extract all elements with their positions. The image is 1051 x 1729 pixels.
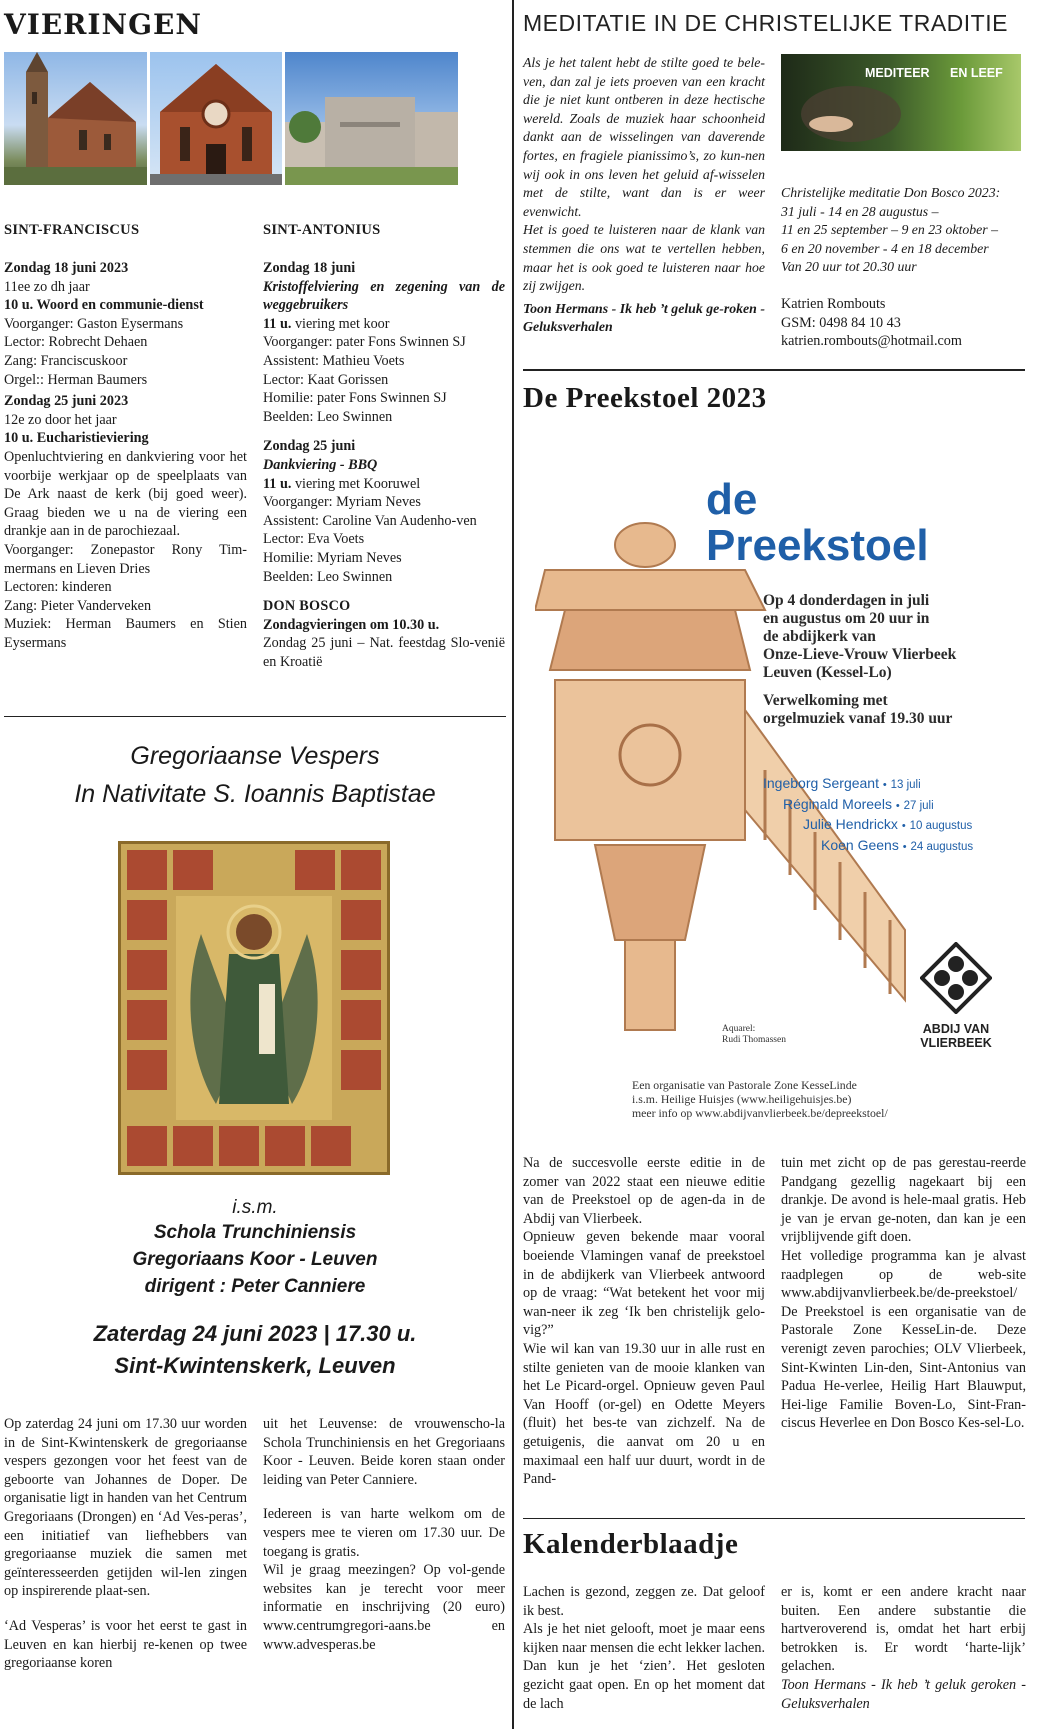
donbosco-sub: Zondagvieringen om 10.30 u. <box>263 616 440 633</box>
franciscus-day2-text: Openluchtviering en dankviering voor het voorbije werkjaar op de speelplaats van De Ark naast de kerk (bij goed weer). Graag bieden we u na de viering een drankje aan in de parochiezaal. <box>4 448 247 540</box>
icon-painting-john-baptist <box>118 841 390 1175</box>
antonius-day2-line: Lector: Eva Voets <box>263 531 365 548</box>
franciscus-day1-line: Zang: Franciscuskoor <box>4 352 128 369</box>
divider <box>4 716 506 717</box>
meditation-photo <box>781 54 1021 151</box>
antonius-day1-line: Lector: Kaat Gorissen <box>263 371 389 388</box>
poster-info-line: Leuven (Kessel-Lo) <box>763 664 892 681</box>
preekstoel-col-2 <box>781 1154 1026 1433</box>
antonius-day2-service: Dankviering - BBQ <box>263 456 378 473</box>
meditatie-date-line: Christelijke meditatie Don Bosco 2023: <box>781 185 1001 200</box>
vespers-paragraph: Iedereen is van harte welkom om de vespers mee te vieren om 17.30 uur. De toegang is gratis. <box>263 1506 505 1560</box>
contact-email[interactable]: katrien.rombouts@hotmail.com <box>781 333 962 350</box>
antonius-day2-line: Voorganger: Myriam Neves <box>263 494 421 511</box>
antonius-schedule <box>263 259 505 671</box>
performer-name: Ingeborg Sergeant <box>763 775 879 791</box>
franciscus-day1-line: Lector: Robrecht Dehaen <box>4 334 148 351</box>
performer-date: 10 augustus <box>909 820 973 832</box>
franciscus-day2-line: Muziek: Herman Baumers en Stien Eysermans <box>4 616 247 651</box>
vespers-paragraph: uit het Leuvense: de vrouwenscho-la Schola Trunchiniensis en het Gregoriaans Koor - Leuven. Beide koren staan onder leiding van Peter Canniere. <box>263 1416 505 1488</box>
kalender-paragraph: er is, komt er een andere kracht naar buiten. Een andere substantie die hartveroverend is, omdat het hart erbij betrokken is. Er wordt ‘harte-lijk’ gelachen. <box>781 1584 1026 1675</box>
meditatie-date-line: 31 juli - 14 en 28 augustus – <box>781 203 939 219</box>
franciscus-day1-line: Voorganger: Gaston Eysermans <box>4 315 184 332</box>
vespers-title-1: Gregoriaanse Vespers <box>130 742 380 770</box>
meditatie-date-line: 6 en 20 november - 4 en 18 december <box>781 240 989 256</box>
franciscus-day1-service: 10 u. Woord en communie-dienst <box>4 297 204 314</box>
antonius-day1: Zondag 18 juni <box>263 260 356 276</box>
vespers-choir-1: Schola Trunchiniensis <box>153 1222 357 1243</box>
preekstoel-paragraph: Het volledige programma kan je alvast raadplegen op de web-site www.abdijvanvlierbeek.be/de-preekstoel/ <box>781 1247 1026 1302</box>
franciscus-day2: Zondag 25 juni 2023 <box>4 393 129 410</box>
vespers-paragraph: ‘Ad Vesperas’ is voor het eerst te gast in Leuven en kan hierbij re-kenen op twee gregoriaanse koren <box>4 1617 247 1672</box>
franciscus-day2-service: 10 u. Eucharistieviering <box>4 430 149 447</box>
vespers-title-2: In Nativitate S. Ioannis Baptistae <box>74 780 436 808</box>
poster-welcome-line: orgelmuziek vanaf 19.30 uur <box>763 710 953 727</box>
performer-date: 24 augustus <box>910 840 974 853</box>
kalender-paragraph: Lachen is gezond, zeggen ze. Dat geloof ik best. <box>523 1584 765 1619</box>
franciscus-day1-sub: 11ee zo dh jaar <box>4 278 90 295</box>
preekstoel-paragraph: De Preekstoel is een organisatie van de Pastorale Zone KesseLin-de. Deze verenigt zeven parochies; OLV Vlierbeek, Sint-Kwinten Lin-den, Sint-Antonius van Padua He-verlee, Heilig Hart Blauwput, Hei-lige Familie Boven-Lo, Sint-Fran-ciscus Heverlee en Don Bosco Kes-sel-Lo. <box>781 1303 1026 1432</box>
aquarel-line: Aquarel: <box>722 1024 756 1034</box>
poster-info-line: en augustus om 20 uur in <box>763 610 930 627</box>
contact-phone: GSM: 0498 84 10 43 <box>781 314 901 331</box>
antonius-day2-timetext: viering met Kooruwel <box>291 475 421 492</box>
kalender-col-1 <box>523 1583 765 1713</box>
antonius-day1-line: Assistent: Mathieu Voets <box>263 352 405 369</box>
donbosco-text: Zondag 25 juni – Nat. feestdag Slo-venië en Kroatië <box>263 635 505 670</box>
preekstoel-paragraph: Na de succesvolle eerste editie in de zomer van 2022 staat een nieuwe editie van de Preekstoel op de agen-da in de Abdij van Vlierbeek. <box>523 1155 765 1227</box>
performer-item: Julie Hendrickx • 10 augustus <box>803 816 973 832</box>
antonius-day2-time: 11 u. <box>263 475 292 492</box>
vespers-date: Zaterdag 24 juni 2023 | 17.30 u. <box>93 1321 417 1346</box>
poster-title-de: de <box>706 475 758 524</box>
poster-welcome-line: Verwelkoming met <box>763 692 888 709</box>
preekstoel-paragraph: tuin met zicht op de pas gerestau-reerde Pandgang gezellig nagekaart bij een drankje. De avond is hele-maal gratis. Heb je van je ervan ge-noten, dan kan je een vrijblijvende gift doen. <box>781 1155 1026 1246</box>
meditatie-author: Toon Hermans - Ik heb ’t geluk ge-roken - Geluksverhalen <box>523 300 765 335</box>
poster-info-line: Onze-Lieve-Vrouw Vlierbeek <box>763 646 957 663</box>
vieringen-title: VIERINGEN <box>4 8 202 41</box>
divider <box>523 1518 1025 1519</box>
antonius-day2-line: Assistent: Caroline Van Audenho-ven <box>263 512 477 529</box>
meditatie-title: MEDITATIE IN DE CHRISTELIJKE TRADITIE <box>523 10 1008 36</box>
vespers-place: Sint-Kwintenskerk, Leuven <box>114 1353 396 1378</box>
meditatie-contact <box>781 295 1026 351</box>
preekstoel-paragraph: Opnieuw geven bekende maar vooral boeiende Vlamingen vanaf de preekstoel in de abdijkerk van Vlierbeek antwoord op de vraag: “Wat betekent het voor mij wan-neer ik zeg ‘Ik ben christelijk gelo-vig?” <box>523 1229 765 1339</box>
antonius-day1-service: Kristoffelviering en zegening van de weggebruikers <box>263 278 505 314</box>
meditatie-paragraph: Als je het talent hebt de stilte goed te bele-ven, dan zal je iets proeven van een kracht die je niet kunt ontberen in deze hectische wereld. Zoals de muziek haar schoonheid dankt aan de wisselingen van daverende fortes, en fragiele pianissimo’s, zo kun-nen wij ook in ons leven het geluid af-wisselen met de stilte, want dan is er weer evenwicht. <box>523 55 765 219</box>
vespers-dirigent: dirigent : Peter Canniere <box>144 1276 366 1297</box>
kalender-author: Toon Hermans - Ik heb ’t geluk geroken - Geluksverhalen <box>781 1676 1026 1712</box>
contact-name: Katrien Rombouts <box>781 296 886 312</box>
preekstoel-title: De Preekstoel 2023 <box>523 382 767 414</box>
vespers-choir-2: Gregoriaans Koor - Leuven <box>132 1249 378 1270</box>
vespers-paragraph: Op zaterdag 24 juni om 17.30 uur worden in de Sint-Kwintenskerk de gregoriaanse vespers gezongen voor het feest van de geboorte van Johannes de Doper. De organisatie ligt in handen van het Centrum Gregoriaans (Drongen) en ‘Ad Ves-peras’, een initiatief van liefhebbers van gregoriaanse muziek die samen met geïnteresseerden getijden wil-len zingen op inspirerende plaat-sen. <box>4 1416 247 1600</box>
org-line[interactable]: meer info op www.abdijvanvlierbeek.be/depreekstoel/ <box>632 1106 888 1120</box>
antonius-day2-line: Homilie: Myriam Neves <box>263 549 402 566</box>
antonius-day1-time: 11 u. <box>263 315 292 332</box>
performer-item: Ingeborg Sergeant • 13 juli <box>763 775 921 791</box>
meditatie-date-line: 11 en 25 september – 9 en 23 oktober – <box>781 222 998 238</box>
church-photo-donbosco <box>285 52 458 185</box>
vespers-ism: i.s.m. <box>232 1197 278 1218</box>
abdij-logo-line: ABDIJ VAN <box>922 1022 990 1036</box>
franciscus-day2-line: Lectoren: kinderen <box>4 579 112 596</box>
franciscus-day1: Zondag 18 juni 2023 <box>4 260 129 276</box>
aquarel-credit <box>722 1024 786 1046</box>
meditatie-date-line: Van 20 uur tot 20.30 uur <box>781 259 917 275</box>
abdij-logo-line: VLIERBEEK <box>920 1036 992 1050</box>
performer-date: 13 juli <box>890 779 921 791</box>
antonius-day2-line: Beelden: Leo Swinnen <box>263 568 393 585</box>
poster-info-line: Op 4 donderdagen in juli <box>763 592 930 609</box>
church-photo-antonius <box>150 52 282 185</box>
kalender-title: Kalenderblaadje <box>523 1528 739 1560</box>
franciscus-day2-line: Zang: Pieter Vanderveken <box>4 597 152 614</box>
franciscus-day2-line: Voorganger: Zonepastor Rony Tim-mermans en Lieven Dries <box>4 541 247 577</box>
vespers-col-1 <box>4 1415 247 1673</box>
vespers-col-2 <box>263 1415 505 1654</box>
franciscus-day1-line: Orgel:: Herman Baumers <box>4 371 148 388</box>
performer-name: Réginald Moreels <box>783 795 892 812</box>
heading-sint-antonius: SINT-ANTONIUS <box>263 222 381 238</box>
antonius-day1-line: Voorganger: pater Fons Swinnen SJ <box>263 334 466 351</box>
poster-info <box>763 592 956 728</box>
meditation-photo-text-1: MEDITEER <box>865 66 930 80</box>
antonius-day1-line: Beelden: Leo Swinnen <box>263 408 393 425</box>
franciscus-day2-sub: 12e zo door het jaar <box>4 411 117 428</box>
preekstoel-col-1 <box>523 1154 765 1489</box>
abdij-logo-icon <box>920 942 992 1014</box>
church-photo-franciscus <box>4 52 147 185</box>
kalender-col-2 <box>781 1583 1026 1713</box>
meditation-photo-text-2: EN LEEF <box>950 66 1003 80</box>
org-line: i.s.m. Heilige Huisjes (www.heiligehuisjes.be) <box>632 1092 852 1106</box>
antonius-day1-timetext: viering met koor <box>291 315 390 332</box>
performer-name: Julie Hendrickx <box>803 816 898 832</box>
performer-item: Koen Geens • 24 augustus <box>821 836 974 853</box>
performer-name: Koen Geens <box>821 836 899 853</box>
poster-organisation <box>632 1078 888 1120</box>
meditatie-text <box>523 54 765 337</box>
aquarel-line: Rudi Thomassen <box>722 1035 786 1045</box>
abdij-logo-text <box>908 1022 1004 1050</box>
poster-info-line: de abdijkerk van <box>763 628 876 645</box>
poster-title-preekstoel: Preekstoel <box>706 521 929 570</box>
divider <box>523 369 1025 371</box>
kalender-paragraph: Als je het niet gelooft, moet je maar eens kijken naar mensen die echt lekker lachen. Dan kun je het ‘zien’. Het gesloten gezicht gaat open. En op het moment dat de lach <box>523 1621 765 1712</box>
antonius-day1-line: Homilie: pater Fons Swinnen SJ <box>263 390 447 407</box>
heading-don-bosco: DON BOSCO <box>263 598 351 615</box>
performer-date: 27 juli <box>903 799 934 812</box>
performer-item: Réginald Moreels • 27 juli <box>783 795 934 812</box>
franciscus-schedule <box>4 259 247 652</box>
org-line: Een organisatie van Pastorale Zone KesseLinde <box>632 1078 857 1092</box>
vespers-paragraph: Wil je graag meezingen? Op vol-gende websites kan je terecht voor meer informatie en inschrijving (20 euro) www.centrumgregori-aans.be en www.advesperas.be <box>263 1562 505 1653</box>
antonius-day2: Zondag 25 juni <box>263 438 356 455</box>
meditatie-paragraph: Het is goed te luisteren naar de klank van stemmen die ons wat te vertellen hebben, maar het is ook goed te luisteren naar hoe zij zwijgen. <box>523 222 765 294</box>
column-divider <box>512 0 514 1729</box>
preekstoel-paragraph: Wie wil kan van 19.30 uur in alle rust en stilte genieten van de mooie klanken van het Le Picard-orgel. Opnieuw geven Paul Van Hooff (or-gel) en Odette Meyers (fluit) het bes-te van zichzelf. Na de getuigenis, die aanvat om 20 u en maximaal een half uur duurt, wordt in de Pand- <box>523 1340 765 1488</box>
heading-sint-franciscus: SINT-FRANCISCUS <box>4 222 140 238</box>
performer-list <box>763 774 973 856</box>
meditatie-dates <box>781 184 1026 277</box>
